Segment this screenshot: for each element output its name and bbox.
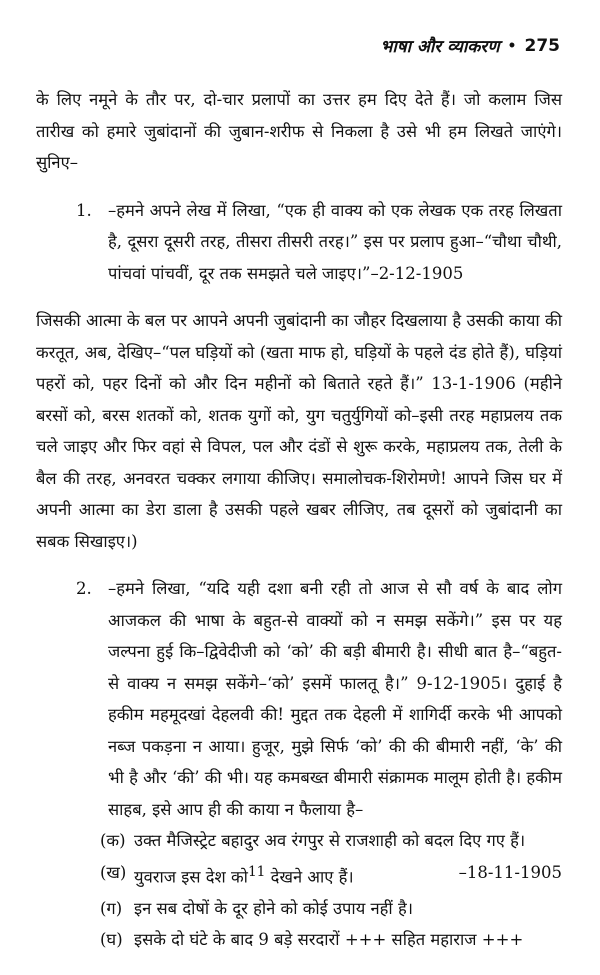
sub-item-text-after: देखने आए हैं। bbox=[265, 867, 354, 886]
sub-item-date: –18-11-1905 bbox=[458, 862, 562, 882]
sub-item-label: (ग) bbox=[100, 898, 123, 918]
sub-item-label: (क) bbox=[100, 831, 126, 850]
list-item-2 bbox=[76, 573, 562, 825]
running-header bbox=[380, 34, 560, 57]
sub-item-text: उक्त मैजिस्ट्रेट बहादुर अव रंगपुर से राजशाही को बदल दिए गए हैं। bbox=[134, 831, 526, 850]
bullet-separator: • bbox=[507, 37, 517, 54]
page-body bbox=[36, 84, 562, 956]
list-item-text: –हमने अपने लेख में लिखा, “एक ही वाक्य को एक लेखक एक तरह लिखता है, दूसरा दूसरी तरह, तीसरा तीसरी तरह।” इस पर प्रलाप हुआ–“चौथा चौथी, पांचवां पांचवीं, दूर तक समझते चले जाइए।”–2-12-1905 bbox=[108, 200, 562, 283]
sub-item-gha bbox=[100, 924, 562, 956]
page-number: 275 bbox=[524, 35, 560, 56]
sub-item-text: इन सब दोषों के दूर होने को कोई उपाय नहीं है। bbox=[134, 898, 413, 918]
sub-item-text: युवराज इस देश को bbox=[134, 867, 248, 886]
list-number: 1. bbox=[76, 200, 92, 220]
sub-item-label: (ख) bbox=[100, 862, 127, 882]
footnote-ref: 11 bbox=[247, 863, 266, 880]
sub-item-text-wrap bbox=[134, 857, 562, 893]
running-title: भाषा और व्याकरण bbox=[380, 37, 500, 57]
sub-item-label: (घ) bbox=[100, 930, 123, 949]
paragraph-commentary: जिसकी आत्मा के बल पर आपने अपनी जुबांदानी का जौहर दिखलाया है उसकी काया की करतूत, अब, देखिए–“पल घड़ियों को (खता माफ हो, घड़ियों के पहले दंड होते हैं), घड़ियां पहरों को, पहर दिनों को और दिन महीनों को बिताते रहते हैं।” 13-1-1906 (महीने बरसों को, बरस शतकों को, शतक युगों को, युग चतुर्युगियों को–इसी तरह महाप्रलय तक चले जाइए और फिर वहां से विपल, पल और दंडों से शुरू करके, महाप्रलय तक, तेली के बैल की तरह, अनवरत चक्कर लगाया कीजिए। समालोचक-शिरोमणे! आपने जिस घर में अपनी आत्मा का डेरा डाला है उसकी पहले खबर लीजिए, तब दूसरों को जुबांदानी का सबक सिखाइए।) bbox=[36, 311, 562, 551]
sub-item-ka bbox=[100, 825, 562, 857]
list-item-text: –हमने लिखा, “यदि यही दशा बनी रही तो आज से सौ वर्ष के बाद लोग आजकल की भाषा के बहुत-से वाक्यों को न समझ सकेंगे।” इस पर यह जल्पना हुई कि–द्विवेदीजी को ‘को’ की बड़ी बीमारी है। सीधी बात है–“बहुत-से वाक्य न समझ सकेंगे–‘को’ इसमें फालतू है।” 9-12-1905। दुहाई है हकीम महमूदखां देहलवी की! मुद्दत तक देहली में शागिर्दी करके भी आपको नब्ज पकड़ना न आया। हुजूर, मुझे सिर्फ ‘को’ की की बीमारी नहीं, ‘के’ की भी है और ‘की’ की भी। यह कमबख्त बीमारी संक्रामक मालूम होती है। हकीम साहब, इसे आप ही की काया न फैलाया है– bbox=[108, 579, 562, 819]
list-number: 2. bbox=[76, 579, 92, 598]
sub-item-kha bbox=[100, 857, 562, 893]
paragraph-intro: के लिए नमूने के तौर पर, दो-चार प्रलापों का उत्तर हम दिए देते हैं। जो कलाम जिस तारीख को हमारे जुबांदानों की जुबान-शरीफ से निकला है उसे भी हम लिखते जाएंगे। सुनिए– bbox=[36, 90, 562, 172]
list-item-1 bbox=[76, 195, 562, 290]
sub-item-ga bbox=[100, 893, 562, 925]
sub-item-text: इसके दो घंटे के बाद 9 बड़े सरदारों +++ सहित महाराज +++ bbox=[134, 930, 524, 949]
